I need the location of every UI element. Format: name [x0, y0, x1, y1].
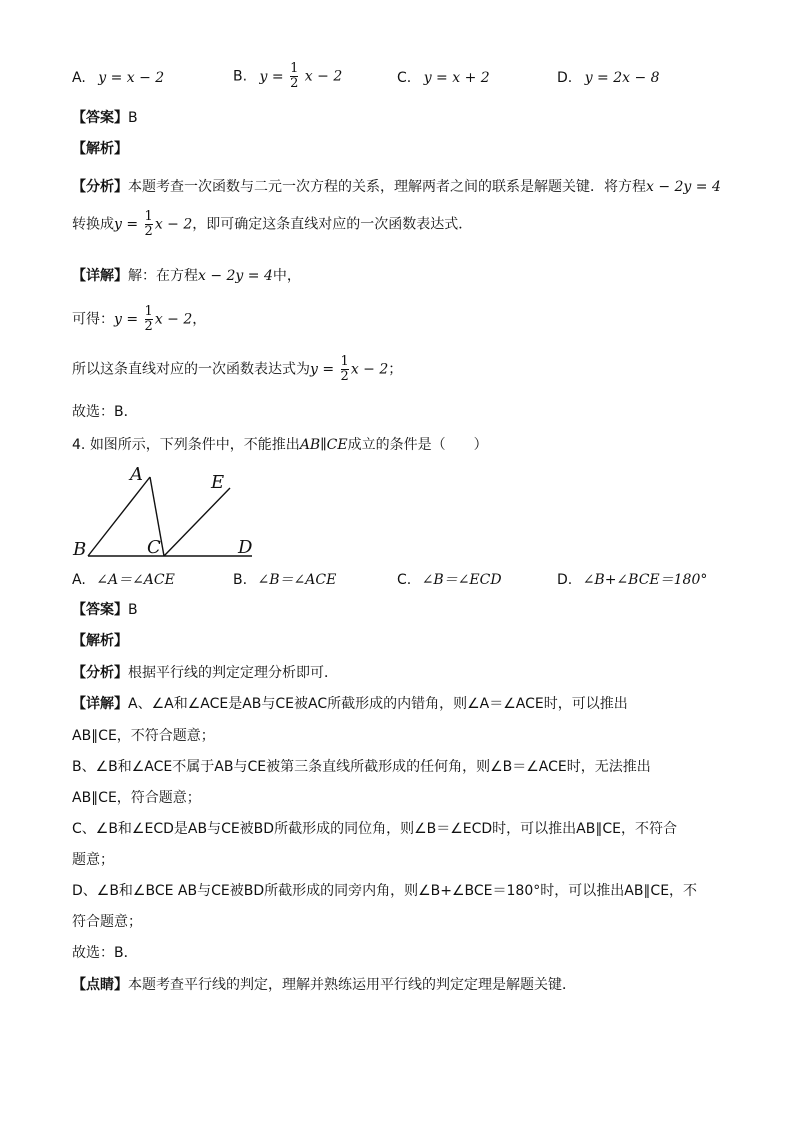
- label-a: A: [130, 464, 143, 485]
- q3-option-a: A. y = x − 2: [72, 70, 165, 86]
- label-c: C: [147, 537, 161, 558]
- q4-stem: 4. 如图所示，下列条件中，不能推出AB∥CE成立的条件是（ ）: [72, 437, 488, 453]
- q4-detail-b-cont: AB∥CE，符合题意；: [72, 790, 201, 806]
- q4-choose: 故选：B．: [72, 945, 138, 961]
- q4-detail-d: D、∠B和∠BCE AB与CE被BD所截形成的同旁内角，则∠B+∠BCE＝180°时，可以推出AB∥CE，不: [72, 883, 698, 899]
- q4-detail-a-cont: AB∥CE，不符合题意；: [72, 728, 215, 744]
- q3-conversion: 转换成y = $\frac{1}{2}$ x − 2，即可确定这条直线对应的一次函数表达式．: [72, 209, 473, 239]
- q4-detail-b: B、∠B和∠ACE不属于AB与CE被第三条直线所截形成的任何角，则∠B＝∠ACE时，无法推出: [72, 759, 651, 775]
- q3-answer: 【答案】B: [72, 110, 138, 126]
- q3-fenxi: 【分析】本题考查一次函数与二元一次方程的关系，理解两者之间的联系是解题关键．将方程x − 2y = 4: [72, 179, 721, 195]
- fraction: $\frac{1}{2}$: [144, 304, 153, 334]
- label-b: B: [73, 539, 87, 560]
- q3-conclusion: 所以这条直线对应的一次函数表达式为y = $\frac{1}{2}$ x − 2；: [72, 354, 403, 384]
- q4-option-a: A. ∠A＝∠ACE: [72, 572, 175, 588]
- q3-derive: 可得：y = $\frac{1}{2}$ x − 2，: [72, 304, 207, 334]
- q4-option-d: D. ∠B+∠BCE＝180°: [557, 572, 708, 588]
- label-d: D: [238, 537, 253, 558]
- segment-ab: [88, 477, 150, 556]
- label-e: E: [211, 472, 225, 493]
- q4-detail-c: C、∠B和∠ECD是AB与CE被BD所截形成的同位角，则∠B＝∠ECD时，可以推出AB∥CE，不符合: [72, 821, 677, 837]
- q4-option-b: B. ∠B＝∠ACE: [233, 572, 337, 588]
- parallel-lines-figure: [70, 458, 270, 564]
- q3-analysis-heading: 【解析】: [72, 141, 128, 157]
- q3-option-b: B. y = $\frac{1}{2}$ x − 2: [233, 61, 343, 91]
- q3-option-d: D. y = 2x − 8: [557, 70, 660, 86]
- q4-option-c: C. ∠B＝∠ECD: [397, 572, 502, 588]
- fraction: $\frac{1}{2}$: [144, 209, 153, 239]
- q3-detail: 【详解】解：在方程x − 2y = 4中，: [72, 268, 301, 284]
- q4-detail-c-cont: 题意；: [72, 852, 114, 868]
- q3-option-c: C. y = x + 2: [397, 70, 490, 86]
- fraction: $\frac{1}{2}$: [340, 354, 349, 384]
- fraction: $\frac{1}{2}$: [290, 61, 299, 91]
- q3-choose: 故选：B．: [72, 404, 138, 420]
- q4-analysis-heading: 【解析】: [72, 633, 128, 649]
- q4-detail-a: 【详解】A、∠A和∠ACE是AB与CE被AC所截形成的内错角，则∠A＝∠ACE时，可以推出: [72, 696, 628, 712]
- q4-detail-d-cont: 符合题意；: [72, 914, 142, 930]
- q4-dianjing: 【点睛】本题考查平行线的判定，理解并熟练运用平行线的判定定理是解题关键．: [72, 977, 576, 993]
- q4-fenxi: 【分析】根据平行线的判定定理分析即可．: [72, 665, 338, 681]
- q4-answer: 【答案】B: [72, 602, 138, 618]
- segment-ce: [164, 488, 230, 556]
